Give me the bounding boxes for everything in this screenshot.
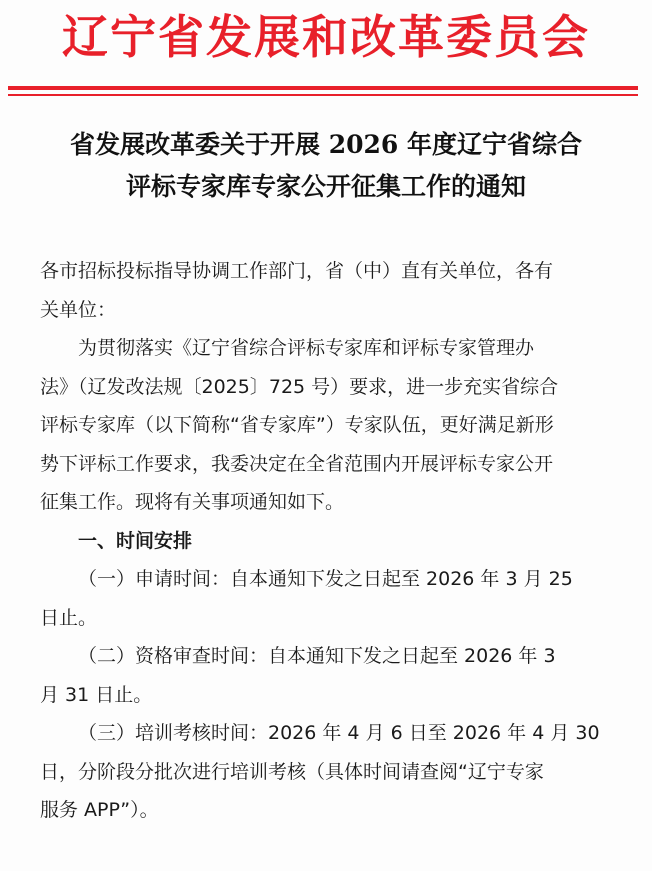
item-3-line-1: （三）培训考核时间：2026 年 4 月 6 日至 2026 年 4 月 30 xyxy=(78,722,600,744)
item-3-line-3: 服务 APP”）。 xyxy=(40,799,159,821)
item-2-line-1: （二）资格审查时间：自本通知下发之日起至 2026 年 3 xyxy=(78,645,556,667)
salutation-line-1: 各市招标投标指导协调工作部门，省（中）直有关单位，各有 xyxy=(40,260,554,282)
document-title-line-1: 省发展改革委关于开展 2026 年度辽宁省综合 xyxy=(70,130,582,159)
paragraph-line-5: 征集工作。现将有关事项通知如下。 xyxy=(40,491,345,513)
paragraph-line-1: 为贯彻落实《辽宁省综合评标专家库和评标专家管理办 xyxy=(78,337,535,359)
paragraph-line-4: 势下评标工作要求，我委决定在全省范围内开展评标专家公开 xyxy=(40,452,554,475)
paragraph-line-3: 评标专家库（以下简称“省专家库”）专家队伍，更好满足新形 xyxy=(40,414,554,436)
item-1-line-1: （一）申请时间：自本通知下发之日起至 2026 年 3 月 25 xyxy=(78,568,573,590)
item-1-line-2: 日止。 xyxy=(40,606,98,629)
masthead-org-name: 辽宁省发展和改革委员会 xyxy=(62,10,590,64)
salutation-line-2: 关单位： xyxy=(40,298,117,321)
document-title-line-2: 评标专家库专家公开征集工作的通知 xyxy=(125,172,526,201)
item-3-line-2: 日，分阶段分批次进行培训考核（具体时间请查阅“辽宁专家 xyxy=(40,760,544,783)
masthead-red-rule-thin xyxy=(8,94,638,96)
section-heading-time-schedule: 一、时间安排 xyxy=(78,529,193,552)
item-2-line-2: 月 31 日止。 xyxy=(40,683,153,706)
paragraph-line-2: 法》（辽发改法规〔2025〕725 号）要求，进一步充实省综合 xyxy=(40,375,559,398)
masthead-red-rule-thick xyxy=(8,86,638,90)
document-body xyxy=(40,252,610,830)
